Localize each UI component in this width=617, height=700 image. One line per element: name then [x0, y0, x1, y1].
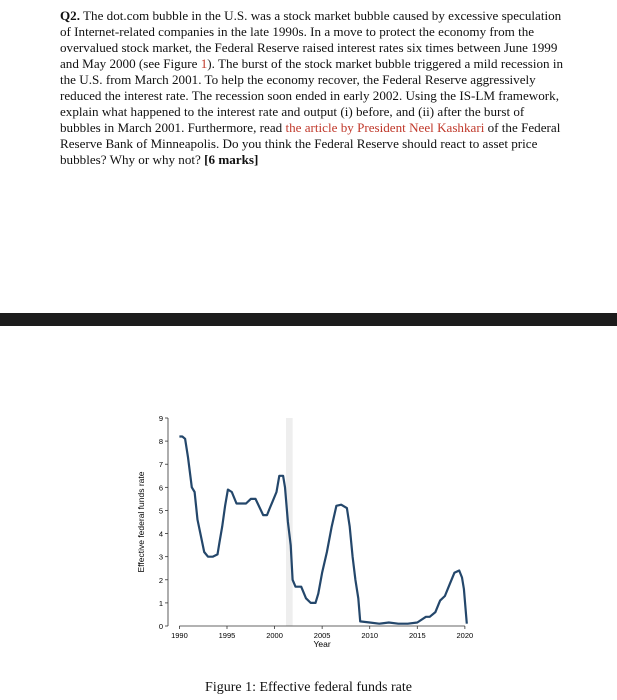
question-text-part2: ). The burst of the stock market bubble triggered a mild recession in the U.S. from March 2001. To help the economy recover, the Federal Reserve aggressively reduced the interest rate. The recession soon ended in early 2002. Using the IS-LM framework, explain what happened to the interest rate and output (i) before, and (ii) after the burst of bubbles in March 2001. Furthermore, read	[60, 56, 564, 135]
y-tick-label: 1	[158, 598, 163, 608]
y-axis-ticks	[159, 414, 168, 631]
x-tick-label: 1990	[171, 631, 188, 640]
federal-funds-chart	[130, 400, 490, 660]
figure-caption: Figure 1: Effective federal funds rate	[205, 680, 412, 695]
y-tick-label: 8	[158, 437, 163, 447]
y-tick-label: 2	[158, 575, 163, 585]
question-text-part3: of the Federal Reserve Bank of Minneapolis. Do you think the Federal Reserve should react to asset price bubbles? Why or why not?	[60, 120, 561, 167]
marks-label: [6 marks]	[204, 152, 259, 167]
x-tick-label: 2015	[408, 631, 426, 640]
divider-bar	[0, 313, 617, 326]
y-tick-label: 5	[158, 506, 163, 516]
rate-series-line	[179, 437, 466, 624]
article-link[interactable]: the article by President Neel Kashkari	[285, 120, 485, 135]
x-tick-label: 2000	[266, 631, 283, 640]
figure-reference-link[interactable]: 1	[200, 56, 208, 71]
x-axis-label: Year	[313, 639, 331, 649]
x-tick-label: 2020	[456, 631, 474, 640]
y-tick-label: 9	[158, 414, 163, 423]
y-axis-label: Effective federal funds rate	[136, 471, 146, 573]
x-tick-label: 2005	[313, 631, 331, 640]
y-tick-label: 6	[158, 483, 163, 493]
chart-axes	[168, 418, 465, 626]
y-tick-label: 4	[158, 529, 163, 539]
x-axis-ticks	[171, 626, 473, 640]
question-label: Q2.	[60, 8, 81, 23]
y-tick-label: 0	[158, 622, 163, 631]
x-tick-label: 1995	[218, 631, 236, 640]
y-tick-label: 3	[158, 552, 163, 562]
y-tick-label: 7	[158, 460, 163, 470]
question-text	[60, 8, 566, 168]
question-text-part1: The dot.com bubble in the U.S. was a stock market bubble caused by excessive speculation of Internet-related companies in the late 1990s. In a move to protect the economy from the overvalued stock market, the Federal Reserve raised interest rates six times between June 1999 and May 2000 (see Figure	[60, 8, 562, 71]
x-tick-label: 2010	[361, 631, 379, 640]
